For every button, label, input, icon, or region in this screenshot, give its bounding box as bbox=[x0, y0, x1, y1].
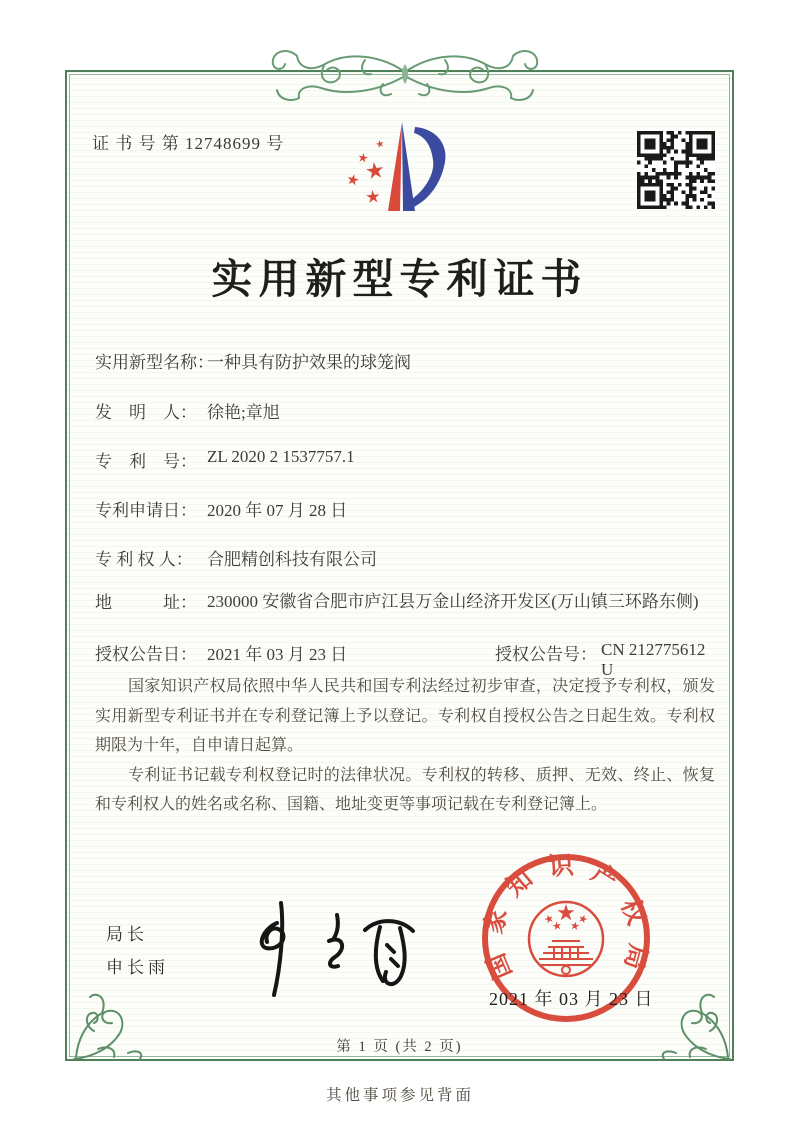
field-value: 徐艳;章旭 bbox=[207, 403, 280, 422]
legal-text-block bbox=[95, 672, 715, 820]
director-signature bbox=[233, 897, 431, 1000]
field-label: 专 利 号： bbox=[95, 452, 197, 471]
certificate-title: 实用新型专利证书 bbox=[211, 256, 588, 302]
field-row-name bbox=[95, 348, 411, 373]
grant-date-label: 授权公告日： bbox=[95, 645, 197, 664]
legal-paragraph-1: 国家知识产权局依照中华人民共和国专利法经过初步审查，决定授予专利权，颁发实用新型专利证书并在专利登记簿上予以登记。专利权自授权公告之日起生效。专利权期限为十年，自申请日起算。 bbox=[95, 678, 715, 754]
grant-date-value: 2021 年 03 月 23 日 bbox=[207, 645, 348, 664]
grant-number-value: CN 212775612 U bbox=[601, 640, 710, 679]
field-label: 专利申请日： bbox=[95, 501, 197, 520]
svg-text:国家知识产权局 bbox=[479, 851, 652, 983]
field-value: ZL 2020 2 1537757.1 bbox=[207, 447, 355, 466]
cnipa-logo-icon bbox=[338, 110, 453, 216]
field-value: 一种具有防护效果的球笼阀 bbox=[207, 353, 411, 372]
field-row-grant bbox=[95, 640, 715, 679]
field-label: 发 明 人： bbox=[95, 403, 197, 422]
officer-title: 局长 bbox=[106, 925, 148, 944]
field-row-patentee bbox=[95, 545, 377, 570]
page-number: 第 1 页 (共 2 页) bbox=[336, 1039, 463, 1055]
field-value: 230000 安徽省合肥市庐江县万金山经济开发区(万山镇三环路东侧) bbox=[207, 592, 699, 611]
seal-national-emblem bbox=[529, 902, 603, 976]
top-border-ornament bbox=[255, 42, 555, 104]
seal-ring-text: 国家知识产权局 bbox=[480, 852, 652, 983]
qr-code bbox=[637, 131, 715, 209]
officer-name: 申长雨 bbox=[106, 958, 169, 977]
field-value: 合肥精创科技有限公司 bbox=[207, 550, 377, 569]
field-label: 实用新型名称： bbox=[95, 353, 214, 372]
field-value: 2020 年 07 月 28 日 bbox=[207, 501, 348, 520]
field-row-inventor bbox=[95, 398, 280, 423]
field-label: 专 利 权 人： bbox=[95, 550, 193, 569]
certificate-number: 证 书 号 第 12748699 号 bbox=[92, 134, 285, 153]
field-row-address bbox=[95, 588, 729, 615]
field-row-patent-no bbox=[95, 447, 355, 472]
field-row-filing-date bbox=[95, 496, 347, 521]
legal-paragraph-2: 专利证书记载专利权登记时的法律状况。专利权的转移、质押、无效、终止、恢复和专利权人的姓名或名称、国籍、地址变更等事项记载在专利登记簿上。 bbox=[95, 766, 715, 813]
field-label: 地 址： bbox=[95, 593, 197, 612]
back-side-note: 其他事项参见背面 bbox=[325, 1087, 474, 1104]
grant-number-label: 授权公告号： bbox=[495, 645, 597, 664]
seal-date: 2021 年 03 月 23 日 bbox=[489, 989, 654, 1009]
